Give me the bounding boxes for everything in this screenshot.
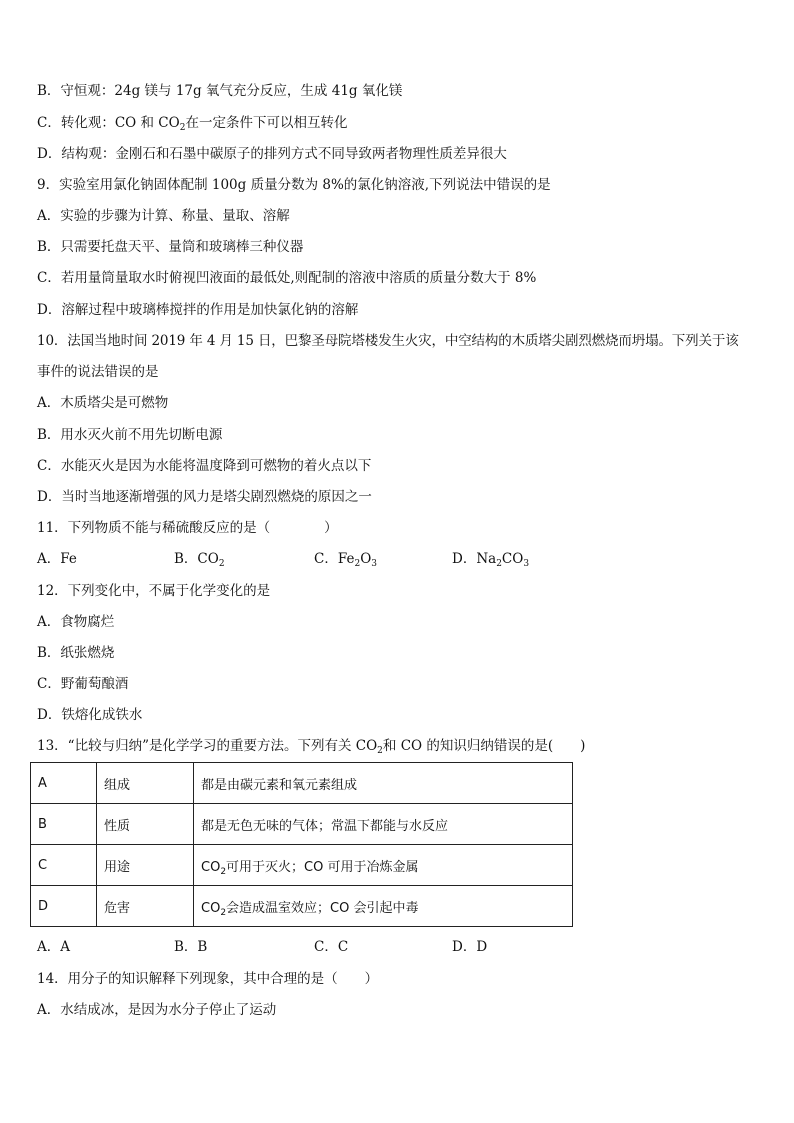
table-row (31, 845, 573, 886)
q8-option-b: B．守恒观：24g 镁与 17g 氧气充分反应，生成 41g 氧化镁 (37, 83, 403, 99)
q13-option-b: B．B (174, 939, 208, 955)
row-content: $CO_2$可用于灭火；CO 可用于冶炼金属 (194, 845, 573, 886)
table-row (31, 804, 573, 845)
q13-option-a: A．A (37, 939, 70, 955)
row-letter: D (31, 886, 97, 927)
row-content: 都是无色无味的气体；常温下都能与水反应 (194, 804, 573, 845)
q13-option-c: C．C (314, 939, 349, 955)
q12-option-d: D．铁熔化成铁水 (37, 707, 143, 723)
row-aspect: 组成 (97, 763, 194, 804)
q10-option-a: A．木质塔尖是可燃物 (37, 395, 169, 411)
q12-option-c: C．野葡萄酿酒 (37, 676, 129, 692)
row-content: $CO_2$会造成温室效应；CO 会引起中毒 (194, 886, 573, 927)
q9-option-d: D．溶解过程中玻璃棒搅拌的作用是加快氯化钠的溶解 (37, 302, 359, 318)
q12-option-b: B．纸张燃烧 (37, 645, 115, 661)
q11-option-a: A．Fe (37, 551, 77, 567)
q14-stem: 14．用分子的知识解释下列现象，其中合理的是（ ） (37, 971, 379, 987)
q9-stem: 9．实验室用氯化钠固体配制 100g 质量分数为 8%的氯化钠溶液,下列说法中错误的是 (37, 177, 551, 193)
q9-option-b: B．只需要托盘天平、量筒和玻璃棒三种仪器 (37, 239, 304, 255)
row-content: 都是由碳元素和氧元素组成 (194, 763, 573, 804)
row-aspect: 用途 (97, 845, 194, 886)
q10-stem-line2: 事件的说法错误的是 (37, 364, 159, 380)
q10-option-c: C．水能灭火是因为水能将温度降到可燃物的着火点以下 (37, 458, 372, 474)
row-letter: B (31, 804, 97, 845)
q14-option-a: A．水结成冰，是因为水分子停止了运动 (37, 1002, 277, 1018)
q11-option-d: D．$Na_2CO_3$ (452, 551, 530, 569)
q13-table (30, 762, 573, 927)
q9-option-c: C．若用量筒量取水时俯视凹液面的最低处,则配制的溶液中溶质的质量分数大于 8% (37, 270, 537, 286)
q13-option-d: D．D (452, 939, 488, 955)
q13-stem: 13．“比较与归纳”是化学学习的重要方法。下列有关 $CO_2$和 CO 的知识归纳错误的是( ) (37, 738, 586, 756)
q8-option-d: D．结构观：金刚石和石墨中碳原子的排列方式不同导致两者物理性质差异很大 (37, 146, 507, 162)
row-aspect: 危害 (97, 886, 194, 927)
row-letter: C (31, 845, 97, 886)
q12-option-a: A．食物腐烂 (37, 614, 115, 630)
q10-option-b: B．用水灭火前不用先切断电源 (37, 427, 223, 443)
q8-option-c: C．转化观：CO 和 $CO_2$在一定条件下可以相互转化 (37, 115, 348, 133)
table-row (31, 886, 573, 927)
q10-stem-line1: 10．法国当地时间 2019 年 4 月 15 日，巴黎圣母院塔楼发生火灾，中空结构的木质塔尖剧烈燃烧而坍塌。下列关于该 (37, 333, 739, 349)
row-aspect: 性质 (97, 804, 194, 845)
row-letter: A (31, 763, 97, 804)
q11-option-c: C．$Fe_2O_3$ (314, 551, 377, 569)
q11-stem: 11．下列物质不能与稀硫酸反应的是（ ） (37, 520, 338, 536)
q10-option-d: D．当时当地逐渐增强的风力是塔尖剧烈燃烧的原因之一 (37, 489, 372, 505)
q11-option-b: B．$CO_2$ (174, 551, 225, 569)
q9-option-a: A．实验的步骤为计算、称量、量取、溶解 (37, 208, 290, 224)
table-row (31, 763, 573, 804)
q12-stem: 12．下列变化中，不属于化学变化的是 (37, 583, 271, 599)
